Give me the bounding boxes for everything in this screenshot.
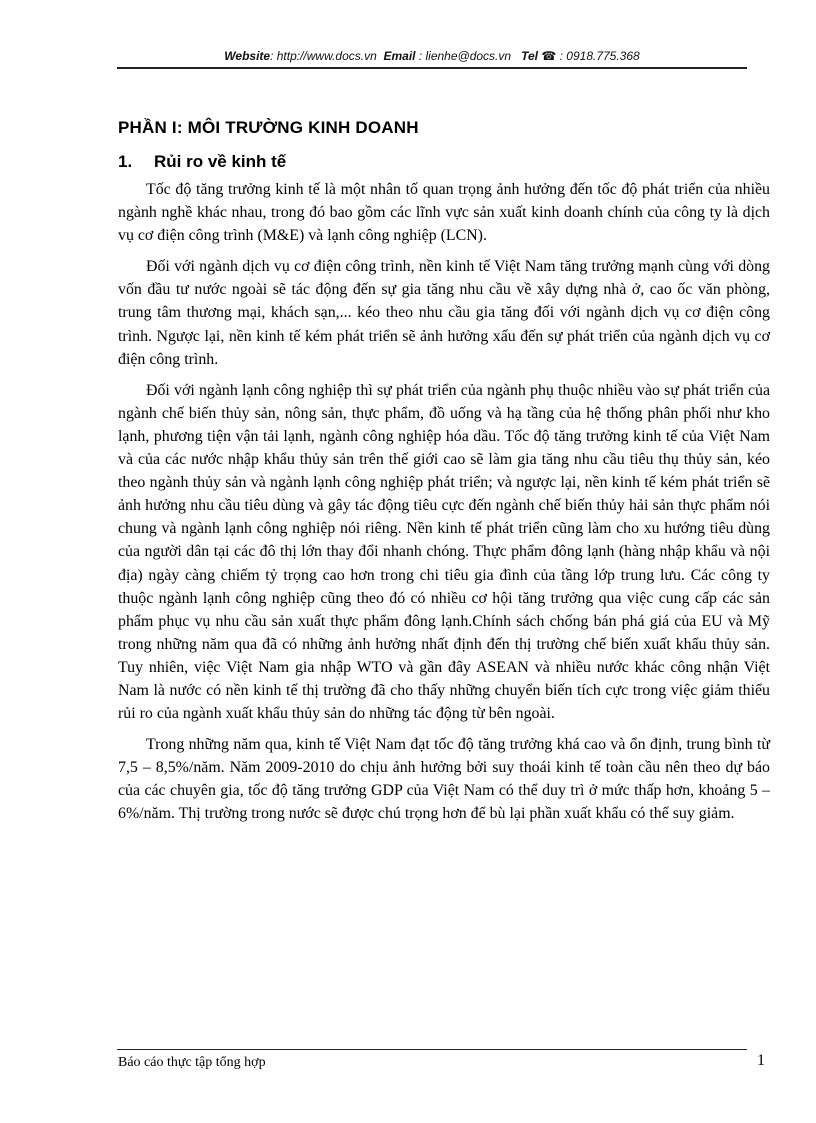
section-title: Rủi ro về kinh tế xyxy=(154,152,287,171)
phone-icon: ☎ xyxy=(541,49,557,63)
page-number: 1 xyxy=(757,1052,765,1069)
paragraph: Tốc độ tăng trưởng kinh tế là một nhân tố quan trọng ảnh hưởng đến tốc độ phát triển của nhiều ngành nghề khác nhau, trong đó bao gồm các lĩnh vực sản xuất kinh doanh chính của công ty là dịch vụ cơ điện công trình (M&E) và lạnh công nghiệp (LCN). xyxy=(118,181,770,245)
section-number: 1. xyxy=(118,152,133,171)
email-address[interactable]: : lienhe@docs.vn xyxy=(415,49,512,63)
tel-label: Tel xyxy=(521,49,538,63)
document-body xyxy=(118,118,770,834)
footer-divider xyxy=(117,1049,747,1050)
website-label: Website xyxy=(224,49,271,63)
part-title: PHẦN I: MÔI TRƯỜNG KINH DOANH xyxy=(118,118,419,137)
website-url[interactable]: : http://www.docs.vn xyxy=(270,49,377,63)
page-header xyxy=(117,49,747,69)
email-label: Email xyxy=(383,49,416,63)
footer-text: Báo cáo thực tập tổng hợp xyxy=(118,1055,266,1070)
tel-number: : 0918.775.368 xyxy=(559,49,640,63)
paragraph: Đối với ngành lạnh công nghiệp thì sự phát triển của ngành phụ thuộc nhiều vào sự phát triển của ngành chế biến thủy sản, nông sản, thực phẩm, đồ uống và hạ tầng của hệ thống phân phối như kho lạnh, phương tiện vận tải lạnh, ngành công nghiệp hóa dầu. Tốc độ tăng trưởng kinh tế của Việt Nam và của các nước nhập khẩu thủy sản trên thế giới cao sẽ làm gia tăng nhu cầu tiêu thụ thủy sản, kéo theo ngành thủy sản và ngành lạnh công nghiệp phát triển; và ngược lại, nền kinh tế kém phát triển sẽ ảnh hưởng nhu cầu tiêu dùng và gây tác động tiêu cực đến ngành chế biến thủy hải sản thực phẩm nói chung và ngành lạnh công nghiệp nói riêng. Nền kinh tế phát triển cũng làm cho xu hướng tiêu dùng của người dân tại các đô thị lớn thay đổi nhanh chóng. Thực phẩm đông lạnh (hàng nhập khẩu và nội địa) ngày càng chiếm tỷ trọng cao hơn trong chi tiêu gia đình của tầng lớp trung lưu. Các công ty thuộc ngành lạnh công nghiệp cũng theo đó có nhiều cơ hội tăng trưởng qua việc cung cấp các sản phẩm phục vụ nhu cầu sản xuất thực phẩm đông lạnh.Chính sách chống bán phá giá của EU và Mỹ trong những năm qua đã có những ảnh hưởng nhất định đến thị trường chế biến xuất khẩu thủy sản. Tuy nhiên, việc Việt Nam gia nhập WTO và gần đây ASEAN và nhiều nước khác công nhận Việt Nam là nước có nền kinh tế thị trường đã cho thấy những chuyển biến tích cực trong việc giảm thiểu rủi ro của ngành xuất khẩu thủy sản do những tác động từ bên ngoài. xyxy=(118,381,770,723)
section-heading xyxy=(118,152,770,172)
paragraph: Đối với ngành dịch vụ cơ điện công trình, nền kinh tế Việt Nam tăng trưởng mạnh cùng với dòng vốn đầu tư nước ngoài sẽ tác động đến sự gia tăng nhu cầu về xây dựng nhà ở, cao ốc văn phòng, trung tâm thương mại, khách sạn,... kéo theo nhu cầu gia tăng đối với ngành dịch vụ cơ điện công trình. Ngược lại, nền kinh tế kém phát triển sẽ ảnh hưởng xấu đến sự phát triển của ngành dịch vụ cơ điện công trình. xyxy=(118,258,770,368)
paragraph: Trong những năm qua, kinh tế Việt Nam đạt tốc độ tăng trưởng khá cao và ổn định, trung bình từ 7,5 – 8,5%/năm. Năm 2009-2010 do chịu ảnh hưởng bởi suy thoái kinh tế toàn cầu nên theo dự báo của các chuyên gia, tốc độ tăng trưởng GDP của Việt Nam có thể duy trì ở mức thấp hơn, khoảng 5 – 6%/năm. Thị trường trong nước sẽ được chú trọng hơn để bù lại phần xuất khẩu có thể suy giảm. xyxy=(118,736,770,823)
